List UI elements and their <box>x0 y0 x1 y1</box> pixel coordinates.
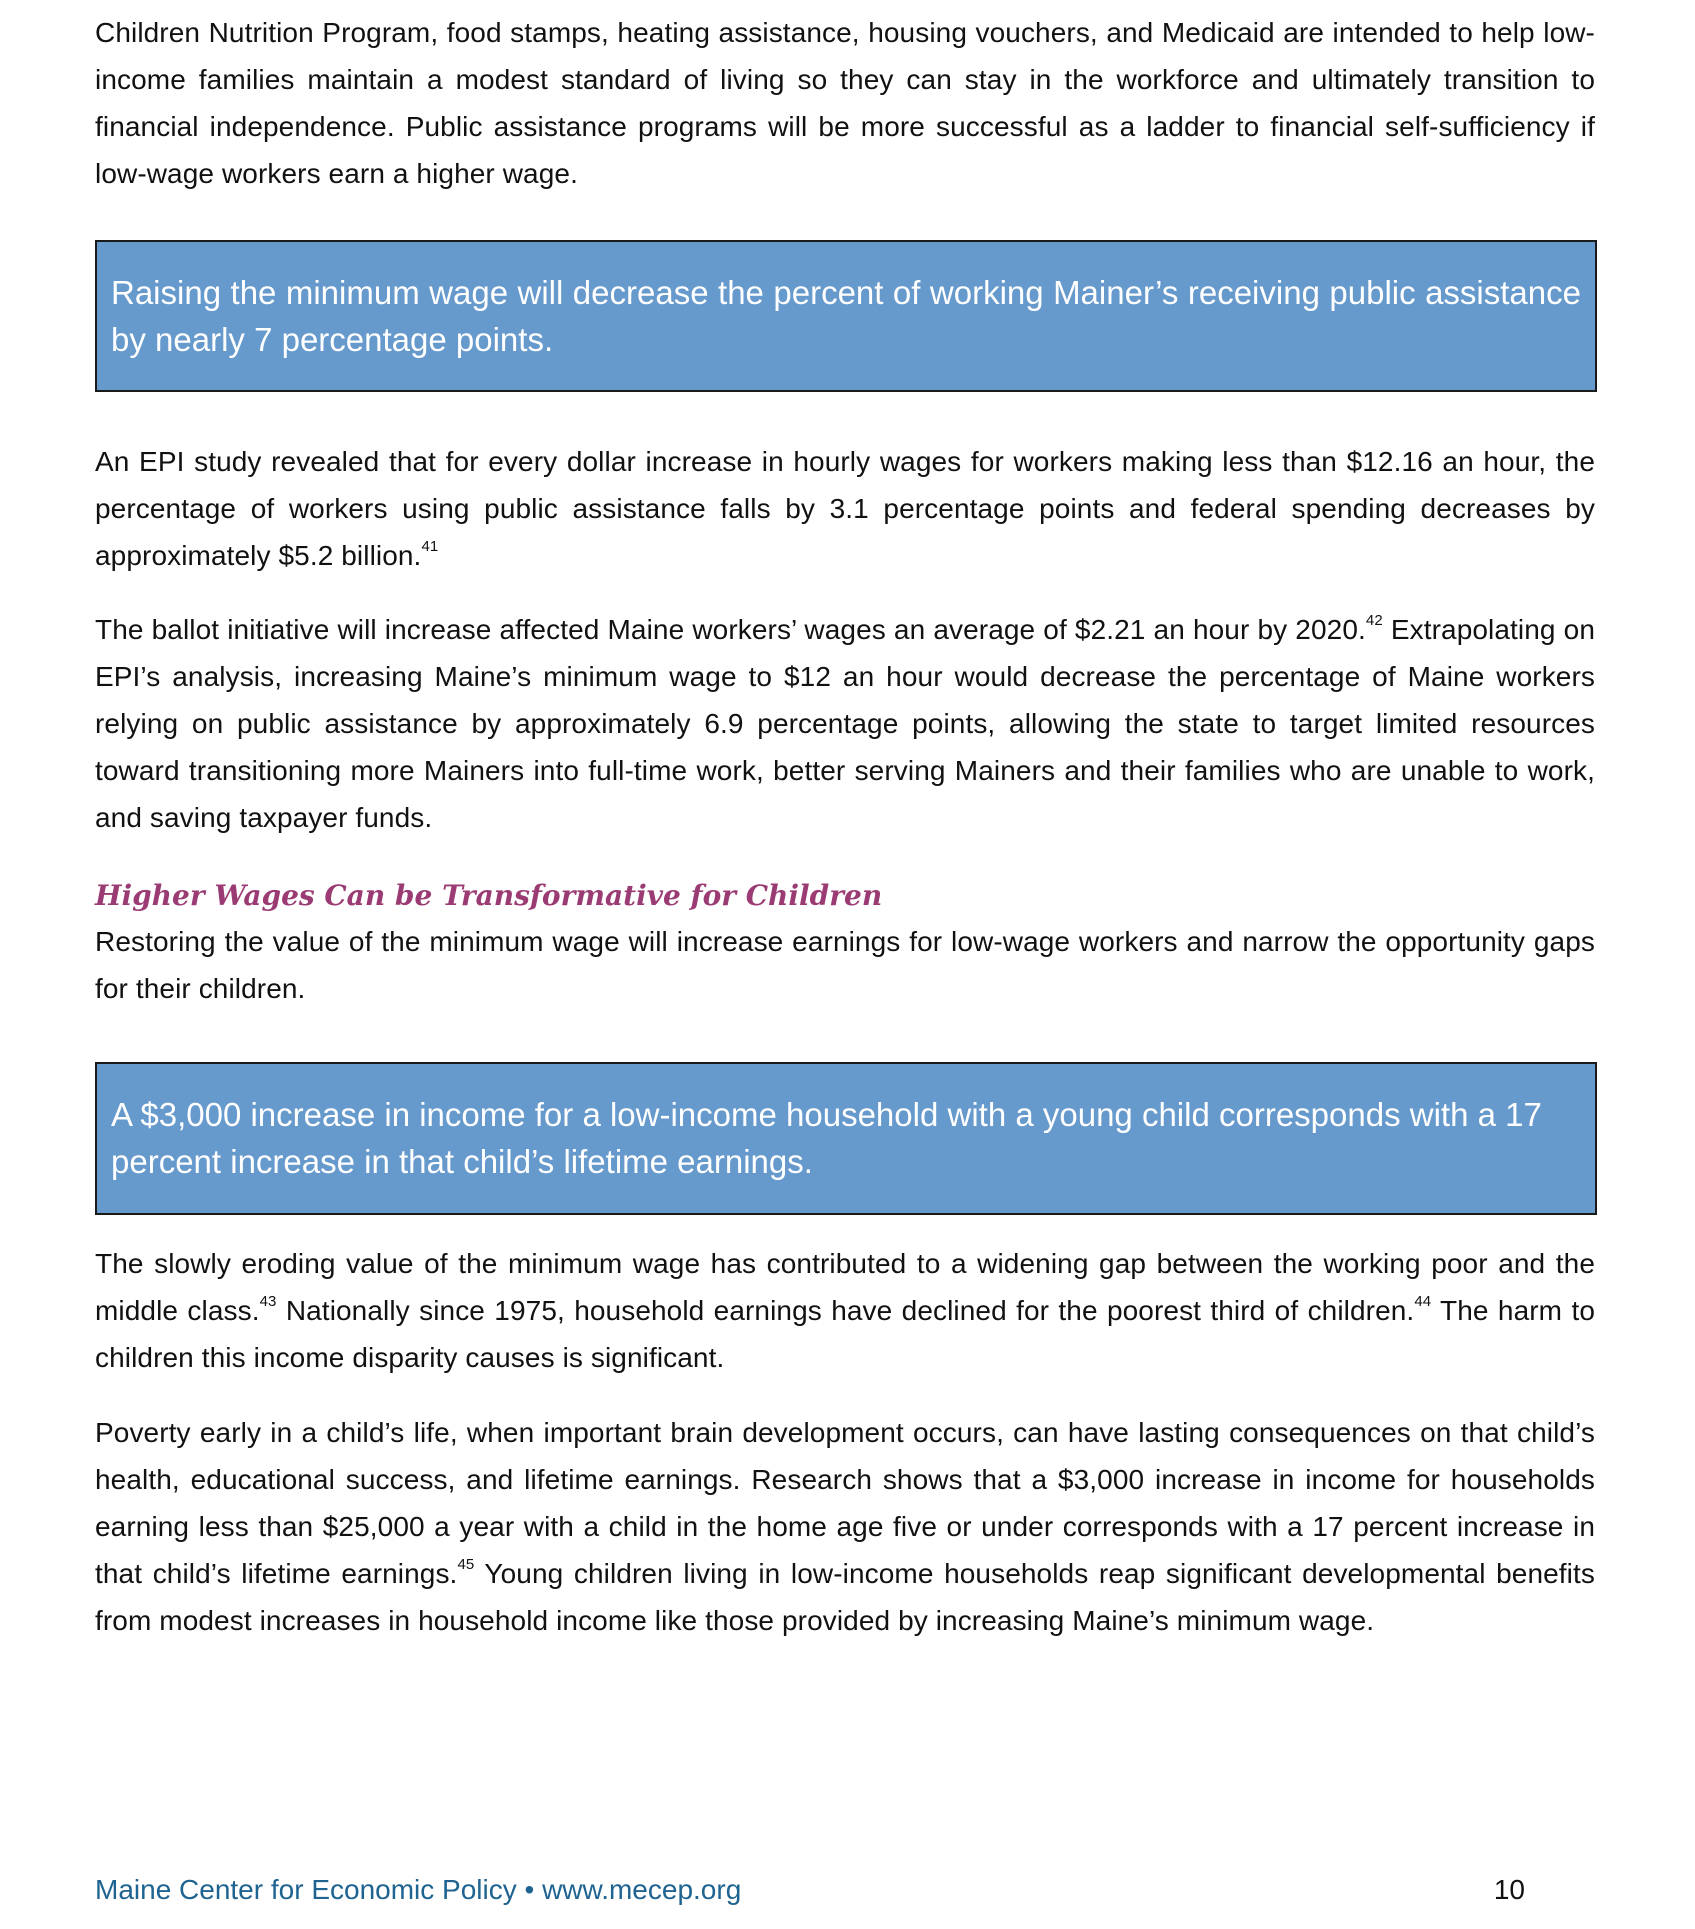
intro-paragraph-block <box>95 9 1595 197</box>
epi-text: An EPI study revealed that for every dollar increase in hourly wages for workers making less than $12.16 an hour, the percentage of workers using public assistance falls by 3.1 percentage points and federal spending decreases by approximately $5.2 billion. <box>95 446 1595 571</box>
eroding-paragraph <box>95 1240 1595 1381</box>
eroding-text-c: The harm to children this income disparity causes is significant. <box>95 1295 1595 1373</box>
eroding-text-b: Nationally since 1975, household earnings have declined for the poorest third of children. <box>276 1295 1415 1326</box>
footnote-42: 42 <box>1365 611 1383 629</box>
page-number: 10 <box>1493 1874 1525 1905</box>
footnote-41: 41 <box>421 537 439 555</box>
footnote-44: 44 <box>1414 1292 1432 1310</box>
poverty-text-a: Poverty early in a child’s life, when important brain development occurs, can have lasting consequences on that child’s health, educational success, and lifetime earnings. Research shows that a $3,000 increase in income for households earning less than $25,000 a year with a child in the home age five or under corresponds with a 17 percent increase in that child’s lifetime earnings. <box>95 1417 1595 1589</box>
intro-paragraph: Children Nutrition Program, food stamps, heating assistance, housing vouchers, and Medicaid are intended to help low-income families maintain a modest standard of living so they can stay in the workforce and ultimately transition to financial independence. Public assistance programs will be more successful as a ladder to financial self-sufficiency if low-wage workers earn a higher wage. <box>95 17 1595 189</box>
restoring-paragraph: Restoring the value of the minimum wage will increase earnings for low-wage workers and narrow the opportunity gaps for their children. <box>95 926 1595 1004</box>
footer-organization-link[interactable]: Maine Center for Economic Policy • www.mecep.org <box>95 1874 742 1905</box>
document-page <box>95 0 1595 1929</box>
poverty-paragraph <box>95 1409 1595 1644</box>
callout-text-public-assistance: Raising the minimum wage will decrease the percent of working Mainer’s receiving public assistance by nearly 7 percentage points. <box>111 274 1581 358</box>
callout-box-child-earnings <box>95 1062 1597 1215</box>
ballot-paragraph <box>95 606 1595 841</box>
epi-paragraph-block <box>95 438 1595 579</box>
callout-box-public-assistance <box>95 240 1597 392</box>
ballot-text-a: The ballot initiative will increase affected Maine workers’ wages an average of $2.21 an hour by 2020. <box>95 614 1366 645</box>
footnote-43: 43 <box>259 1292 277 1310</box>
footnote-45: 45 <box>457 1555 475 1573</box>
ballot-paragraph-block <box>95 606 1595 841</box>
epi-paragraph <box>95 438 1595 579</box>
restoring-paragraph-block <box>95 918 1595 1012</box>
eroding-paragraph-block <box>95 1240 1595 1381</box>
poverty-paragraph-block <box>95 1409 1595 1644</box>
ballot-text-b: Extrapolating on EPI’s analysis, increasing Maine’s minimum wage to $12 an hour would decrease the percentage of Maine workers relying on public assistance by approximately 6.9 percentage points, allowing the state to target limited resources toward transitioning more Mainers into full-time work, better serving Mainers and their families who are unable to work, and saving taxpayer funds. <box>95 614 1595 833</box>
poverty-text-b: Young children living in low-income households reap significant developmental benefits from modest increases in household income like those provided by increasing Maine’s minimum wage. <box>95 1558 1595 1636</box>
section-heading: Higher Wages Can be Transformative for Children <box>95 879 883 912</box>
callout-text-child-earnings: A $3,000 increase in income for a low-income household with a young child corresponds with a 17 percent increase in that child’s lifetime earnings. <box>111 1096 1542 1180</box>
eroding-text-a: The slowly eroding value of the minimum wage has contributed to a widening gap between the working poor and the middle class. <box>95 1248 1595 1326</box>
